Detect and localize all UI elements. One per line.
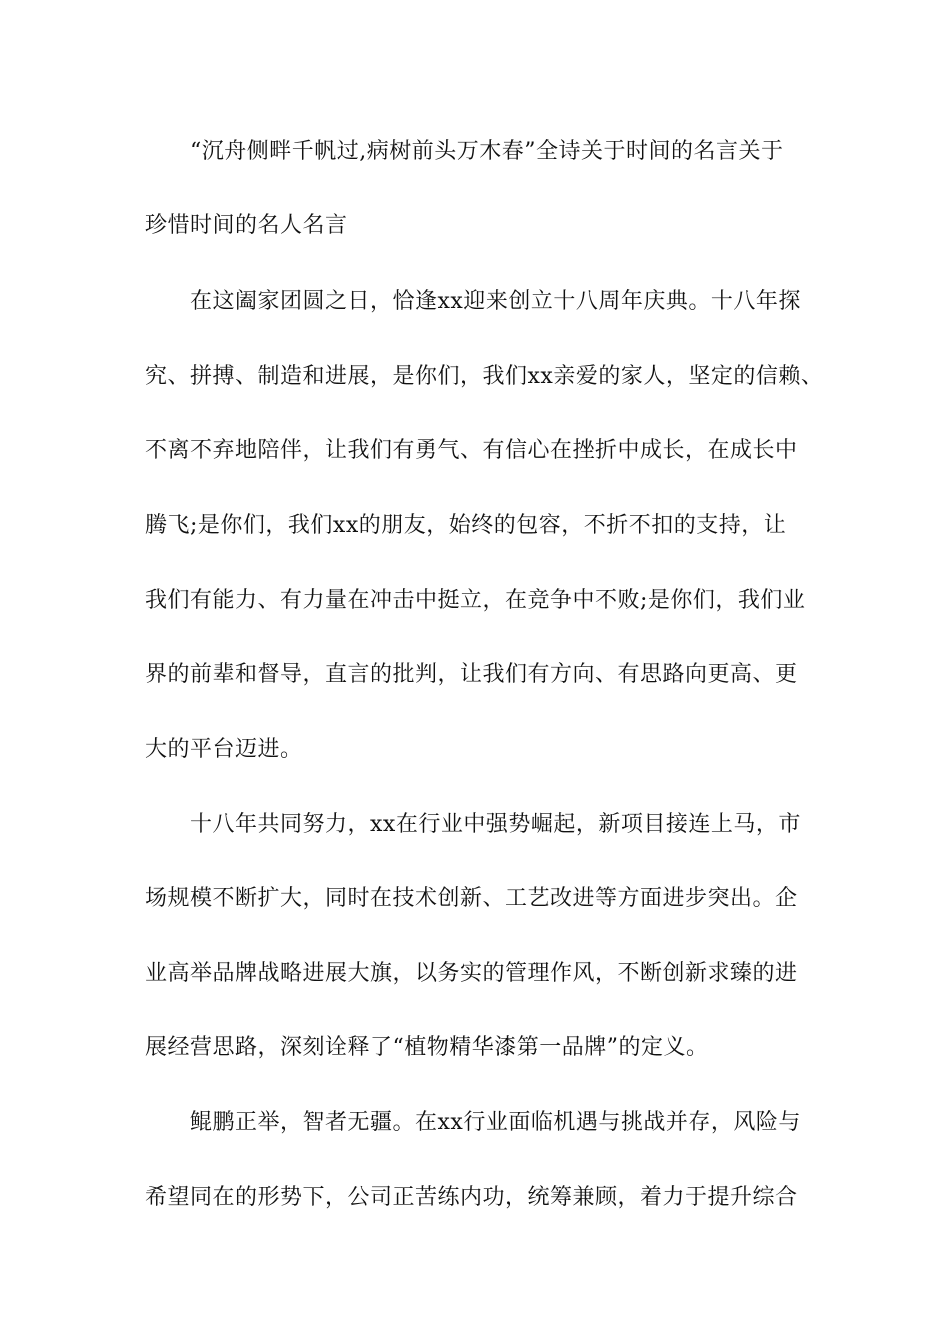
paragraph-3-line-1: 鲲鹏正举，智者无疆。在xx行业面临机遇与挑战并存，风险与 [190,1110,801,1135]
paragraph-1-line-3: 不离不弃地陪伴，让我们有勇气、有信心在挫折中成长，在成长中 [145,438,798,463]
paragraph-2-line-1: 十八年共同努力，xx在行业中强势崛起，新项目接连上马，市 [190,812,801,837]
paragraph-1-line-4: 腾飞;是你们，我们xx的朋友，始终的包容，不折不扣的支持，让 [145,513,787,538]
title-line-2: 珍惜时间的名人名言 [145,213,348,238]
paragraph-1-line-7: 大的平台迈进。 [145,737,303,762]
paragraph-1-line-1: 在这阖家团圆之日，恰逢xx迎来创立十八周年庆典。十八年探 [190,289,801,314]
paragraph-2-line-4: 展经营思路，深刻诠释了“植物精华漆第一品牌”的定义。 [145,1035,709,1060]
paragraph-3-line-2: 希望同在的形势下，公司正苦练内功，统筹兼顾，着力于提升综合 [145,1185,798,1210]
paragraph-1-line-2: 究、拼搏、制造和进展，是你们，我们xx亲爱的家人，坚定的信赖、 [145,364,824,389]
paragraph-1-line-6: 界的前辈和督导，直言的批判，让我们有方向、有思路向更高、更 [145,662,798,687]
paragraph-2-line-2: 场规模不断扩大，同时在技术创新、工艺改进等方面进步突出。企 [145,886,798,911]
title-line-1: “沉舟侧畔千帆过,病树前头万木春”全诗关于时间的名言关于 [190,139,784,164]
paragraph-1-line-5: 我们有能力、有力量在冲击中挺立，在竞争中不败;是你们，我们业 [145,588,806,613]
paragraph-2-line-3: 业高举品牌战略进展大旗，以务实的管理作风，不断创新求臻的进 [145,961,798,986]
